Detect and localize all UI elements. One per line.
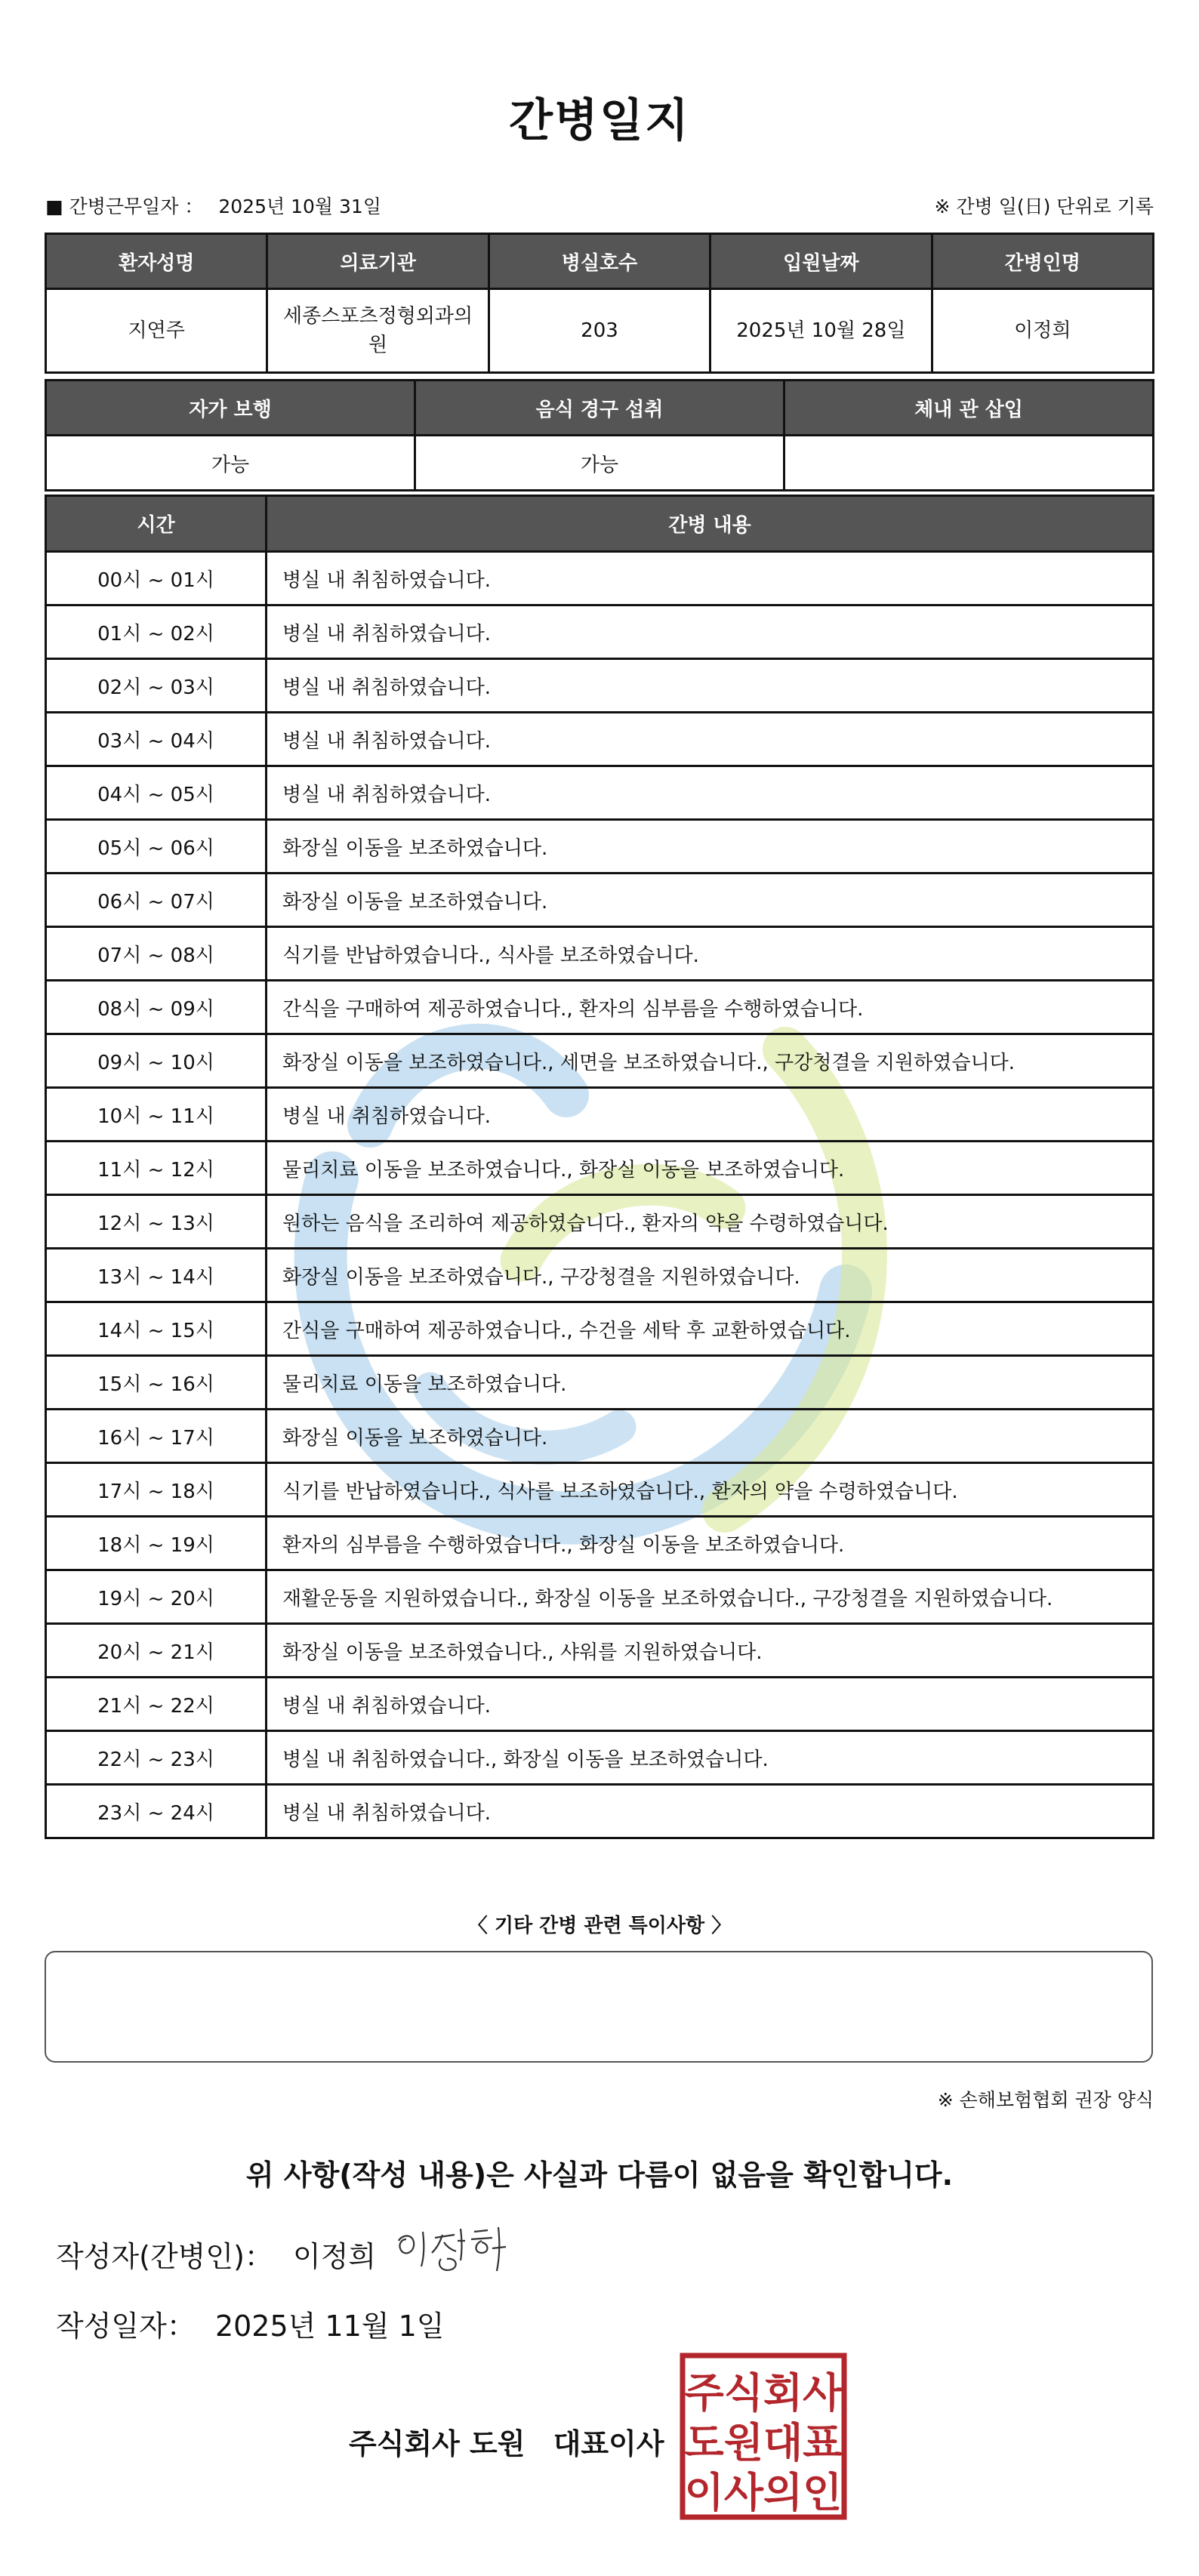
patient-info-value-row [46,289,1154,373]
writer-name: 이정희 [293,2240,377,2273]
seal-line-2: 도원대표 [684,2419,843,2467]
header-self-walking: 자가 보행 [46,381,415,436]
log-time: 19시 ~ 20시 [46,1570,267,1624]
log-content: 병실 내 취침하였습니다. [267,1785,1154,1838]
log-time: 09시 ~ 10시 [46,1034,267,1088]
table-row [46,605,1154,659]
log-time: 08시 ~ 09시 [46,981,267,1034]
table-row [46,1517,1154,1570]
table-row [46,1249,1154,1302]
table-row [46,1356,1154,1410]
patient-info-header-row [46,234,1154,289]
table-row [46,1463,1154,1517]
table-row [46,1731,1154,1785]
log-content: 간식을 구매하여 제공하였습니다., 환자의 심부름을 수행하였습니다. [267,981,1154,1034]
admission-date: 2025년 10월 28일 [710,289,932,373]
work-date-value: 2025년 10월 31일 [218,196,381,217]
log-content: 화장실 이동을 보조하였습니다. [267,820,1154,874]
form-source-note: ※ 손해보험협회 권장 양식 [937,2089,1154,2111]
log-time: 06시 ~ 07시 [46,874,267,927]
remarks-title: 〈 기타 간병 관련 특이사항 〉 [467,1915,732,1937]
work-date-label: ■ 간병근무일자 ： [45,196,204,217]
log-time: 05시 ~ 06시 [46,820,267,874]
header-hospital: 의료기관 [267,234,489,289]
table-row [46,1088,1154,1142]
log-time: 18시 ~ 19시 [46,1517,267,1570]
writer-line [56,2233,387,2275]
log-time: 15시 ~ 16시 [46,1356,267,1410]
table-row [46,1195,1154,1249]
log-time: 11시 ~ 12시 [46,1142,267,1195]
log-time: 10시 ~ 11시 [46,1088,267,1142]
table-row [46,1410,1154,1463]
log-content: 병실 내 취침하였습니다. [267,1678,1154,1731]
log-content: 화장실 이동을 보조하였습니다., 세면을 보조하였습니다., 구강청결을 지원하였습니다. [267,1034,1154,1088]
patient-status-value-row [46,436,1154,491]
header-time: 시간 [46,496,267,552]
log-time: 07시 ~ 08시 [46,927,267,981]
table-row [46,552,1154,605]
care-log-table [45,495,1154,1839]
table-row [46,659,1154,713]
log-content: 화장실 이동을 보조하였습니다. [267,874,1154,927]
log-time: 02시 ~ 03시 [46,659,267,713]
log-time: 04시 ~ 05시 [46,766,267,820]
log-content: 병실 내 취침하였습니다. [267,659,1154,713]
log-content: 환자의 심부름을 수행하였습니다., 화장실 이동을 보조하였습니다. [267,1517,1154,1570]
handwritten-signature [393,2218,513,2279]
log-time: 13시 ~ 14시 [46,1249,267,1302]
log-content: 병실 내 취침하였습니다. [267,713,1154,766]
company-line [349,2420,683,2462]
table-row [46,1624,1154,1678]
log-content: 물리치료 이동을 보조하였습니다. [267,1356,1154,1410]
table-row [46,766,1154,820]
log-time: 16시 ~ 17시 [46,1410,267,1463]
patient-status-header-row [46,381,1154,436]
log-time: 01시 ~ 02시 [46,605,267,659]
log-time: 12시 ~ 13시 [46,1195,267,1249]
log-content: 식기를 반납하였습니다., 식사를 보조하였습니다., 환자의 약을 수령하였습니다. [267,1463,1154,1517]
caregiver-name: 이정희 [932,289,1153,373]
log-time: 17시 ~ 18시 [46,1463,267,1517]
company-representative-title: 대표이사 [553,2427,664,2460]
oral-intake-value: 가능 [415,436,784,491]
seal-line-1: 주식회사 [684,2369,843,2417]
table-row [46,981,1154,1034]
header-room-number: 병실호수 [489,234,710,289]
log-content: 재활운동을 지원하였습니다., 화장실 이동을 보조하였습니다., 구강청결을 지원하였습니다. [267,1570,1154,1624]
written-date-label: 작성일자： [56,2309,196,2343]
log-time: 22시 ~ 23시 [46,1731,267,1785]
table-row [46,874,1154,927]
log-time: 20시 ~ 21시 [46,1624,267,1678]
log-time: 14시 ~ 15시 [46,1302,267,1356]
log-content: 식기를 반납하였습니다., 식사를 보조하였습니다. [267,927,1154,981]
written-date-line [56,2303,455,2344]
seal-line-3: 이사의인 [684,2469,843,2516]
table-row [46,1570,1154,1624]
log-content: 화장실 이동을 보조하였습니다., 구강청결을 지원하였습니다. [267,1249,1154,1302]
log-content: 원하는 음식을 조리하여 제공하였습니다., 환자의 약을 수령하였습니다. [267,1195,1154,1249]
header-care-content: 간병 내용 [267,496,1154,552]
log-content: 병실 내 취침하였습니다. [267,552,1154,605]
table-row [46,1302,1154,1356]
self-walking-value: 가능 [46,436,415,491]
table-row [46,1678,1154,1731]
log-content: 물리치료 이동을 보조하였습니다., 화장실 이동을 보조하였습니다. [267,1142,1154,1195]
table-row [46,1785,1154,1838]
room-number: 203 [489,289,710,373]
log-content: 화장실 이동을 보조하였습니다. [267,1410,1154,1463]
header-oral-intake: 음식 경구 섭취 [415,381,784,436]
log-content: 병실 내 취침하였습니다. [267,605,1154,659]
confirmation-statement: 위 사항(작성 내용)은 사실과 다름이 없음을 확인합니다. [245,2158,954,2192]
table-row [46,1142,1154,1195]
work-date [45,192,381,219]
header-tube-insertion: 체내 관 삽입 [784,381,1154,436]
company-seal-stamp [680,2353,847,2520]
record-unit-note: ※ 간병 일(日) 단위로 기록 [934,196,1154,217]
remarks-box [45,1951,1153,2063]
table-row [46,713,1154,766]
written-date-value: 2025년 11월 1일 [214,2309,445,2343]
table-row [46,820,1154,874]
log-time: 21시 ~ 22시 [46,1678,267,1731]
log-time: 03시 ~ 04시 [46,713,267,766]
log-content: 간식을 구매하여 제공하였습니다., 수건을 세탁 후 교환하였습니다. [267,1302,1154,1356]
care-log-header-row [46,496,1154,552]
table-row [46,927,1154,981]
table-row [46,1034,1154,1088]
tube-insertion-value [784,436,1154,491]
company-name: 주식회사 도원 [349,2427,526,2460]
patient-info-table [45,233,1154,374]
log-content: 화장실 이동을 보조하였습니다., 샤워를 지원하였습니다. [267,1624,1154,1678]
log-content: 병실 내 취침하였습니다. [267,766,1154,820]
header-patient-name: 환자성명 [46,234,267,289]
log-time: 00시 ~ 01시 [46,552,267,605]
hospital-name: 세종스포츠정형외과의원 [267,289,489,373]
log-content: 병실 내 취침하였습니다. [267,1088,1154,1142]
writer-label: 작성자(간병인)： [56,2240,273,2273]
patient-name: 지연주 [46,289,267,373]
remarks-text [46,1952,1151,1974]
log-time: 23시 ~ 24시 [46,1785,267,1838]
patient-status-table [45,379,1154,491]
document-title: 간병일지 [509,94,690,147]
log-content: 병실 내 취침하였습니다., 화장실 이동을 보조하였습니다. [267,1731,1154,1785]
header-caregiver-name: 간병인명 [932,234,1153,289]
header-admission-date: 입원날짜 [710,234,932,289]
